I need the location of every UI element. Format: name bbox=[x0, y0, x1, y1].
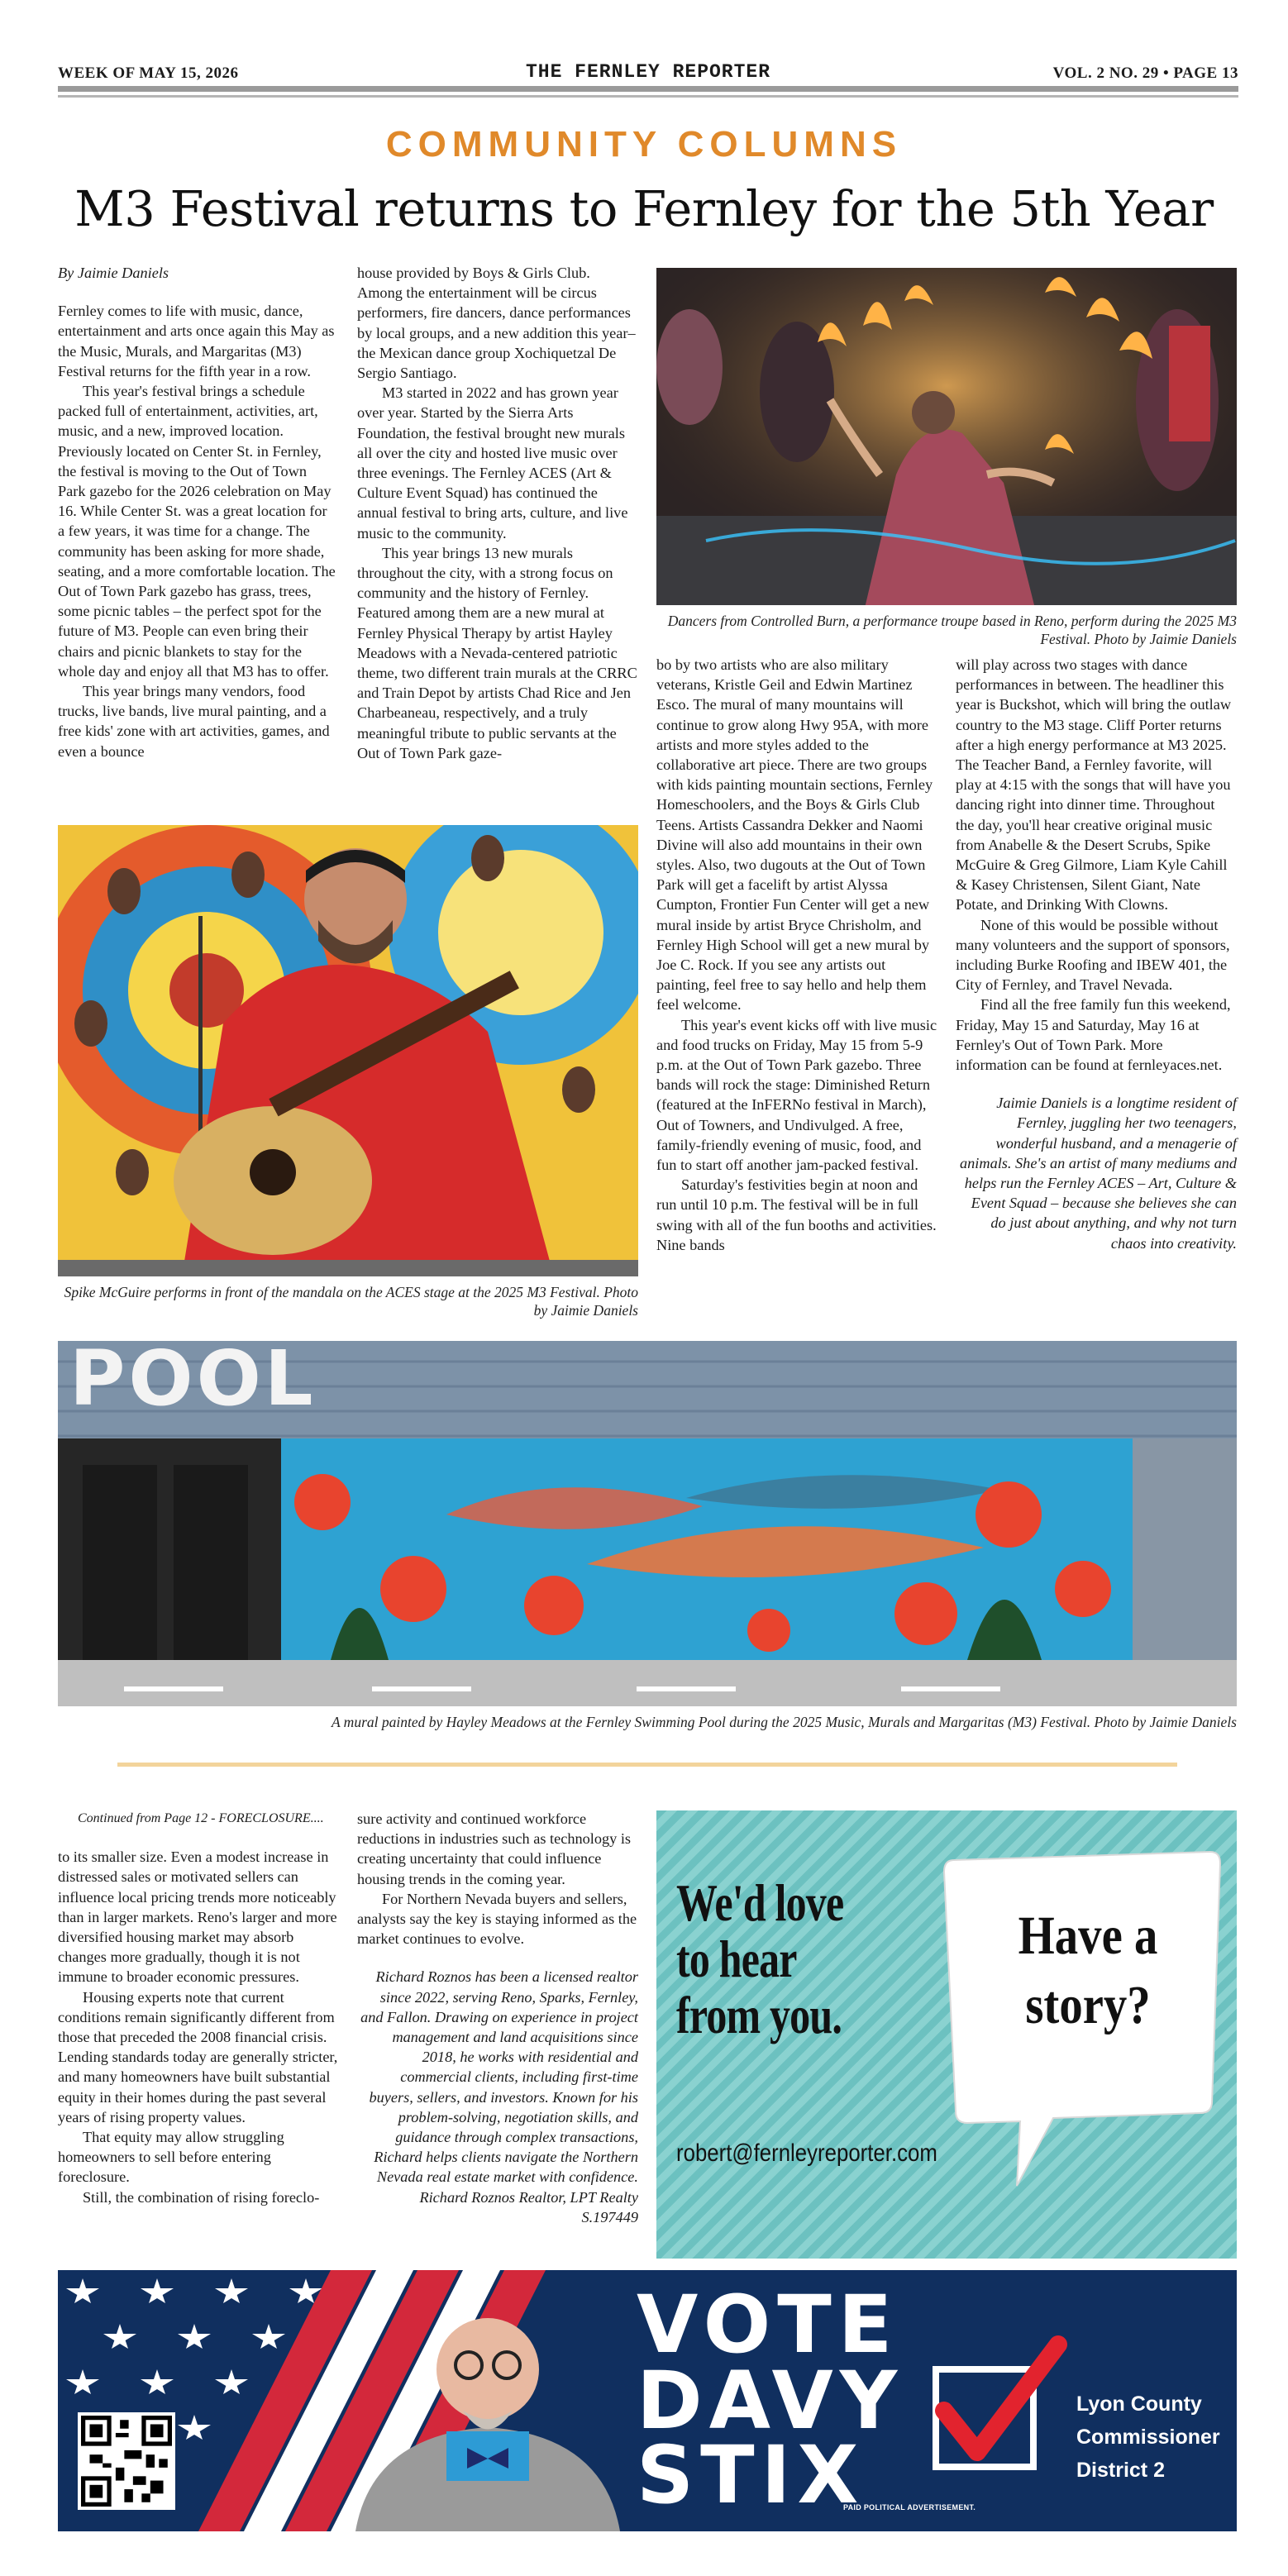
continued-paragraph: Housing experts note that current conditions remain significantly different from those that preceded the 2008 financial crisis. Lending standards today are generally stricter, and many homeowners have built substantial equity in their homes during the past several years of rising property values. bbox=[58, 1988, 338, 2125]
article-headline: M3 Festival returns to Fernley for the 5th Year bbox=[74, 180, 1214, 237]
newspaper-name: THE FERNLEY REPORTER bbox=[525, 61, 771, 83]
article-paragraph: This year's event kicks off with live music and food trucks on Friday, May 15 from 5-9 p.m. at the Out of Town Park gazebo. Three bands will rock the stage: Diminished Return (featured at the InFERNo festival in March), Out of Towners, and Undivulged. A free, family-friendly evening of music, food, and fun to start off another jam-packed festival. bbox=[656, 1016, 937, 1174]
article-paragraph: Fernley comes to life with music, dance, entertainment and arts once again this May as the Music, Murals, and Margaritas (M3) Festival returns for the fifth year in a row. bbox=[58, 303, 335, 379]
article-paragraph: None of this would be possible without many volunteers and the support of sponsors, including Burke Roofing and IBEW 401, the City of Fernley, and Travel Nevada. bbox=[956, 916, 1230, 994]
section-divider bbox=[117, 1763, 1177, 1767]
office-line-3: District 2 bbox=[1076, 2459, 1165, 2482]
issue-date: WEEK OF MAY 15, 2026 bbox=[58, 64, 239, 82]
fire-photo-caption: Dancers from Controlled Burn, a performance troupe based in Reno, perform during the 2025 M3 Festival. Photo by Jaimie Daniels bbox=[667, 613, 1237, 647]
continued-column-2 bbox=[357, 1809, 638, 2227]
speech-bubble-text: Have a story? bbox=[1018, 1906, 1158, 2035]
office-line-1: Lyon County bbox=[1076, 2392, 1202, 2416]
candidate-first-name: DAVY bbox=[637, 2354, 904, 2447]
masthead-rule bbox=[58, 86, 1238, 92]
article-paragraph: This year brings many vendors, food trucks, live bands, live mural painting, and a free kids' zone with art activities, games, and even a bounce bbox=[58, 683, 330, 760]
article-paragraph: will play across two stages with dance performances in between. The headliner this year is Buckshot, which will bring the outlaw country to the M3 stage. Cliff Porter returns after a high energy performance at M3 2025. The Teacher Band, a Fernley favorite, will play at 4:15 with the songs that will have you dancing right into dinner time. Throughout the day, you'll hear creative original music from Anabelle & the Desert Scrubs, Spike McGuire & Greg Gilmore, Liam Kyle Cahill & Kasey Christensen, Silent Giant, Nate Potate, and Drinking With Clowns. bbox=[956, 656, 1232, 914]
article-paragraph: This year brings 13 new murals throughout the city, with a strong focus on community and the history of Fernley. Featured among them are a new mural at Fernley Physical Therapy by artist Hayley Meadows with a Nevada-centered patriotic theme, two different train murals at the CRRC and Train Depot by artists Chad Rice and Jen Charbeaneau, respectively, and a truly meaningful tribute to public servants at the Out of Town Park gaze- bbox=[357, 544, 637, 761]
article-column-3 bbox=[656, 655, 937, 1255]
pool-photo-caption: A mural painted by Hayley Meadows at the Fernley Swimming Pool during the 2025 Music, Murals and Margaritas (M3) Festival. Photo by Jaimie Daniels bbox=[331, 1714, 1237, 1730]
issue-number: VOL. 2 NO. 29 • PAGE 13 bbox=[1052, 64, 1238, 82]
article-paragraph: house provided by Boys & Girls Club. Among the entertainment will be circus performers, fire dancers, dance performances by local groups, and a new addition this year–the Mexican dance group Xochiquetzal De Sergio Santiago. bbox=[357, 265, 636, 382]
author-bio: Jaimie Daniels is a longtime resident of Fernley, juggling her two teenagers, wonderful husband, and a menagerie of animals. She's an artist of many mediums and helps run the Fernley ACES – Art, Culture & Event Squad – because she believes she can do just about anything, and why not turn chaos into creativity. bbox=[960, 1095, 1237, 1252]
section-title: COMMUNITY COLUMNS bbox=[385, 124, 903, 165]
qr-code-icon bbox=[78, 2412, 175, 2510]
paid-disclaimer: PAID POLITICAL ADVERTISEMENT. bbox=[843, 2503, 976, 2512]
article-paragraph: M3 started in 2022 and has grown year over year. Started by the Sierra Arts Foundation, the festival brought new murals all over the city and hosted live music over three evenings. The Fernley ACES (Art & Culture Event Squad) has continued the annual festival to bring arts, culture, and live music to the community. bbox=[357, 384, 628, 541]
guitar-photo-caption: Spike McGuire performs in front of the mandala on the ACES stage at the 2025 M3 Festival. Photo by Jaimie Daniels bbox=[64, 1284, 638, 1319]
office-line-2: Commissioner bbox=[1076, 2426, 1220, 2449]
article-paragraph: bo by two artists who are also military veterans, Kristle Geil and Edwin Martinez Esco. The mural of many mountains will continue to grow along Hwy 95A, with more artists and more styles added to the collaborative art piece. There are two groups with kids painting mountain sections, Fernley Homeschoolers, and the Boys & Girls Club Teens. Artists Cassandra Dekker and Naomi Divine will also add mountains in their own styles. Also, two dugouts at the Out of Town Park will get a facelift by artist Alyssa Cumpton, Frontier Fun Center will get a new mural inside by artist Bryce Chrisholm, and Fernley High School will get a new mural by Joe C. Rock. If you see any artists out painting, feel free to say hello and help them feel welcome. bbox=[656, 656, 933, 1014]
story-ad bbox=[656, 1810, 1237, 2259]
continued-paragraph: Still, the combination of rising foreclo- bbox=[83, 2188, 320, 2206]
masthead-rule-thin bbox=[58, 95, 1238, 98]
vote-ad bbox=[58, 2270, 1237, 2531]
article-column-1 bbox=[58, 263, 336, 761]
continued-paragraph: That equity may allow struggling homeowners to sell before entering foreclosure. bbox=[58, 2129, 284, 2186]
story-ad-headline: We'd love to hear from you. bbox=[676, 1873, 844, 2044]
realtor-license: S.197449 bbox=[581, 2208, 638, 2225]
realtor-bio: Richard Roznos has been a licensed realtor since 2022, serving Reno, Sparks, Fernley, and Fallon. Drawing on experience in project management and land acquisitions since 2018, he works with residential and commercial clients, including first-time buyers, sellers, and investors. Known for his problem-solving, negotiation skills, and guidance through complex transactions, Richard helps clients navigate the Northern Nevada real estate market with confidence. bbox=[360, 1968, 638, 2186]
fire-dancer-photo bbox=[656, 268, 1237, 605]
continued-paragraph: sure activity and continued workforce reductions in industries such as technology is creating uncertainty that could influence housing trends in the coming year. bbox=[357, 1810, 632, 1887]
vote-word: VOTE bbox=[637, 2278, 899, 2371]
guitarist-photo bbox=[58, 825, 638, 1276]
realtor-signature: Richard Roznos Realtor, LPT Realty bbox=[419, 2188, 638, 2206]
article-paragraph: Saturday's festivities begin at noon and run until 10 p.m. The festival will be in full swing with all of the fun booths and activities. Nine bands bbox=[656, 1176, 937, 1253]
candidate-last-name: STIX bbox=[637, 2429, 866, 2521]
article-paragraph: Find all the free family fun this weekend, Friday, May 15 and Saturday, May 16 at Fernley's Out of Town Park. More information can be found at fernleyaces.net. bbox=[956, 996, 1231, 1074]
pool-sign: POOL bbox=[69, 1341, 317, 1423]
article-column-4 bbox=[956, 655, 1237, 1253]
masthead bbox=[58, 61, 1238, 86]
continued-paragraph: to its smaller size. Even a modest increase in distressed sales or motivated sellers can influence local pricing trends more noticeably than in larger markets. Reno's larger and more diversified housing market may absorb changes more gradually, though it is not immune to broader economic pressures. bbox=[58, 1849, 337, 1986]
article-paragraph: This year's festival brings a schedule packed full of entertainment, activities, art, music, and a new, improved location. Previously located on Center St. in Fernley, the festival is moving to the Out of Town Park gazebo for the 2026 celebration on May 16. While Center St. was a great location for a few years, it was time for a change. The community has been asking for more shade, seating, and a more comfortable location. The Out of Town Park gazebo has grass, trees, some picnic tables – the perfect spot for the future of M3. People can even bring their chairs and picnic blankets to stay for the whole day and enjoy all that M3 has to offer. bbox=[58, 383, 336, 680]
continued-column-1 bbox=[58, 1809, 339, 2207]
byline: By Jaimie Daniels bbox=[58, 265, 169, 281]
continued-paragraph: For Northern Nevada buyers and sellers, analysts say the key is staying informed as the market continues to evolve. bbox=[357, 1890, 637, 1948]
continued-from: Continued from Page 12 - FORECLOSURE.... bbox=[78, 1811, 324, 1825]
pool-mural-photo bbox=[58, 1341, 1237, 1706]
article-column-2 bbox=[357, 263, 638, 763]
story-ad-email-link[interactable]: robert@fernleyreporter.com bbox=[676, 2140, 937, 2167]
